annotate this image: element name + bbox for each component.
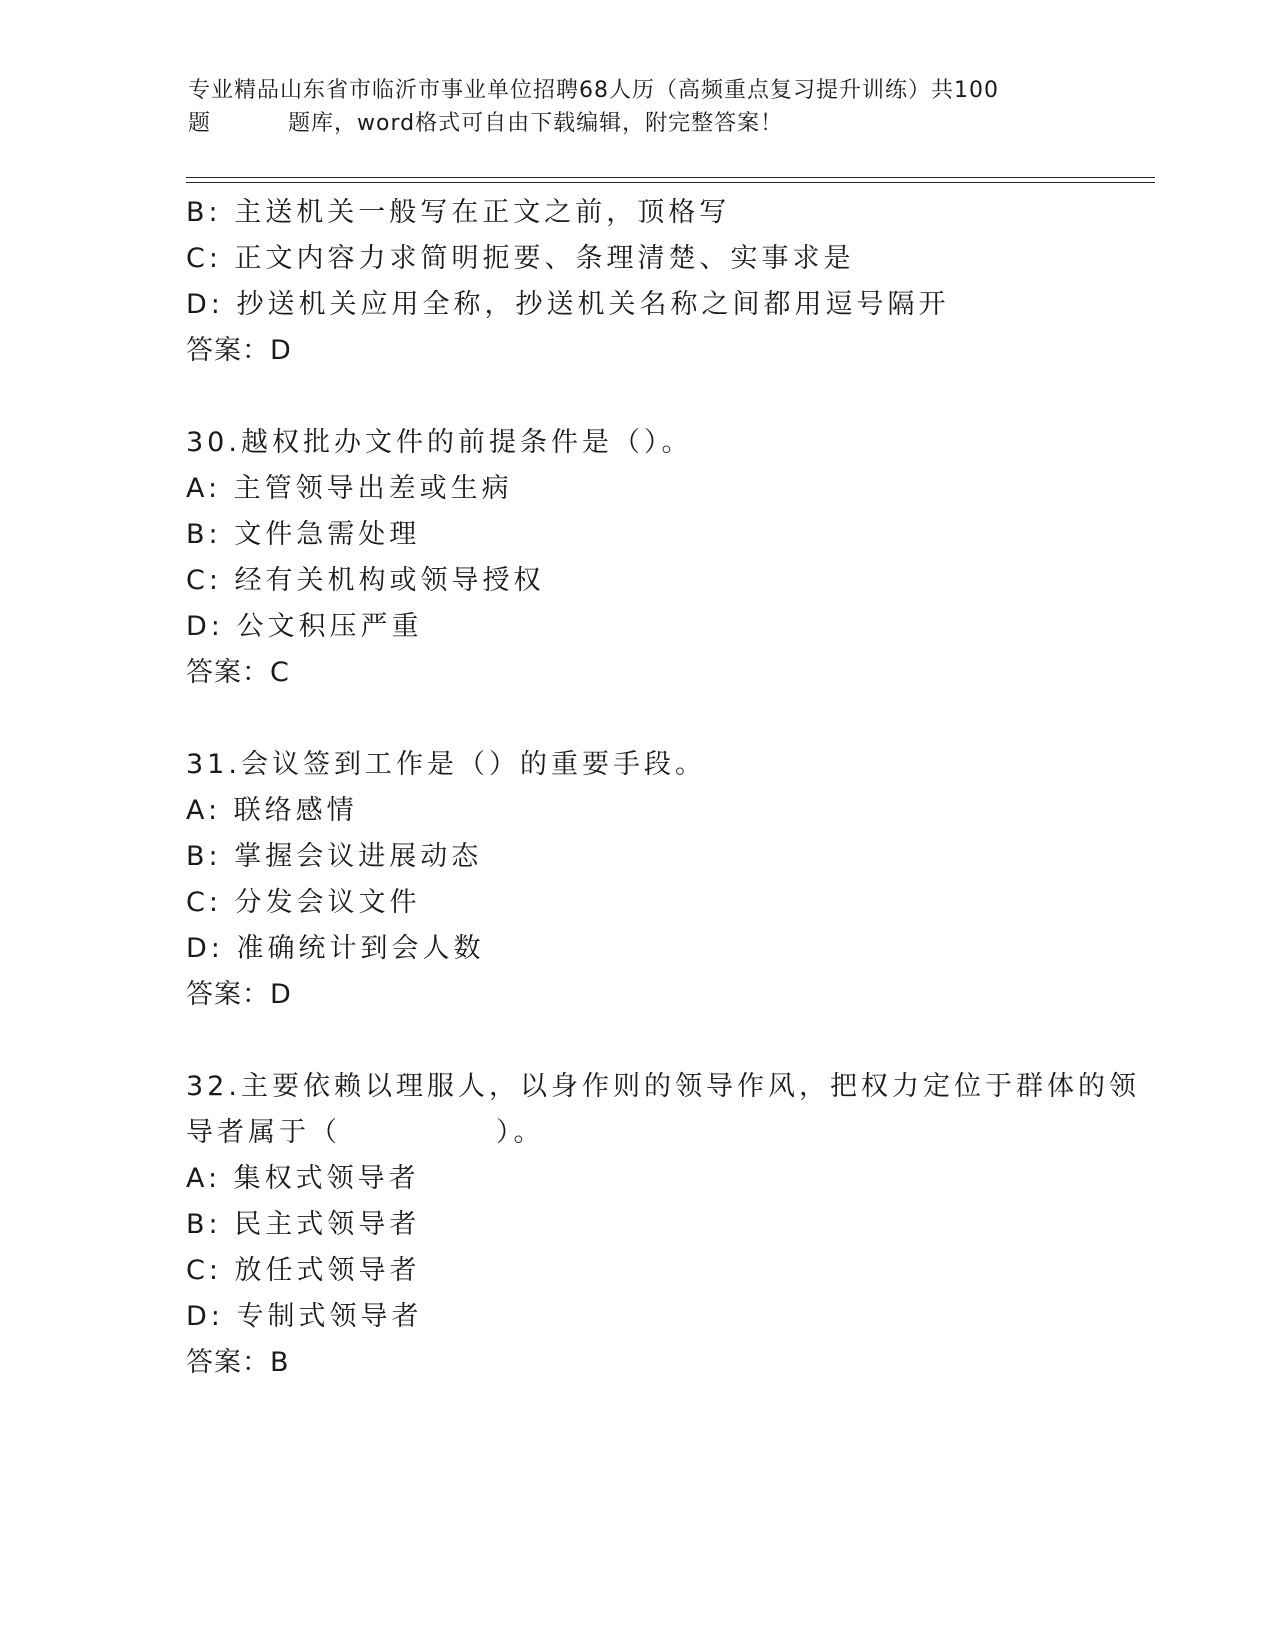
option-c: C: 经有关机构或领导授权 (186, 565, 545, 596)
question-29-tail (186, 190, 1086, 374)
question-stem-line1: 32.主要依赖以理服人，以身作则的领导作风，把权力定位于群体的领 (186, 1071, 1140, 1102)
option-d: D: 抄送机关应用全称，抄送机关名称之间都用逗号隔开 (186, 289, 950, 320)
option-a: A: 联络感情 (186, 795, 358, 826)
question-32 (186, 1064, 1140, 1386)
option-d: D: 准确统计到会人数 (186, 933, 485, 964)
answer: 答案：D (186, 335, 292, 366)
option-d: D: 专制式领导者 (186, 1301, 423, 1332)
option-c: C: 分发会议文件 (186, 887, 421, 918)
spacer (186, 374, 1086, 420)
spacer (186, 696, 1086, 742)
header-title-line2-lead: 题 (188, 111, 212, 136)
option-b: B: 民主式领导者 (186, 1209, 421, 1240)
answer: 答案：D (186, 979, 292, 1010)
answer: 答案：B (186, 1347, 290, 1378)
answer: 答案：C (186, 657, 290, 688)
header-title-line2-rest: 题库，word格式可自由下载编辑，附完整答案！ (288, 111, 784, 136)
option-a: A: 集权式领导者 (186, 1163, 420, 1194)
question-30 (186, 420, 1086, 696)
option-a: A: 主管领导出差或生病 (186, 473, 513, 504)
question-stem-line2: 导者属于（ ）。 (186, 1117, 545, 1148)
option-b: B: 掌握会议进展动态 (186, 841, 483, 872)
question-31 (186, 742, 1086, 1018)
header-divider-bottom (186, 182, 1155, 183)
option-b: B: 文件急需处理 (186, 519, 421, 550)
header-divider-top (186, 177, 1155, 178)
header-title-line2 (188, 107, 1078, 140)
option-c: C: 正文内容力求简明扼要、条理清楚、实事求是 (186, 243, 855, 274)
question-stem: 31.会议签到工作是（）的重要手段。 (186, 749, 706, 780)
page-header (188, 74, 1078, 140)
question-list (186, 190, 1140, 1386)
option-b: B: 主送机关一般写在正文之前，顶格写 (186, 197, 731, 228)
spacer (186, 1018, 1086, 1064)
question-stem: 30.越权批办文件的前提条件是（）。 (186, 427, 693, 458)
header-title-line1: 专业精品山东省市临沂市事业单位招聘68人历（高频重点复习提升训练）共100 (188, 78, 999, 103)
option-d: D: 公文积压严重 (186, 611, 423, 642)
option-c: C: 放任式领导者 (186, 1255, 421, 1286)
